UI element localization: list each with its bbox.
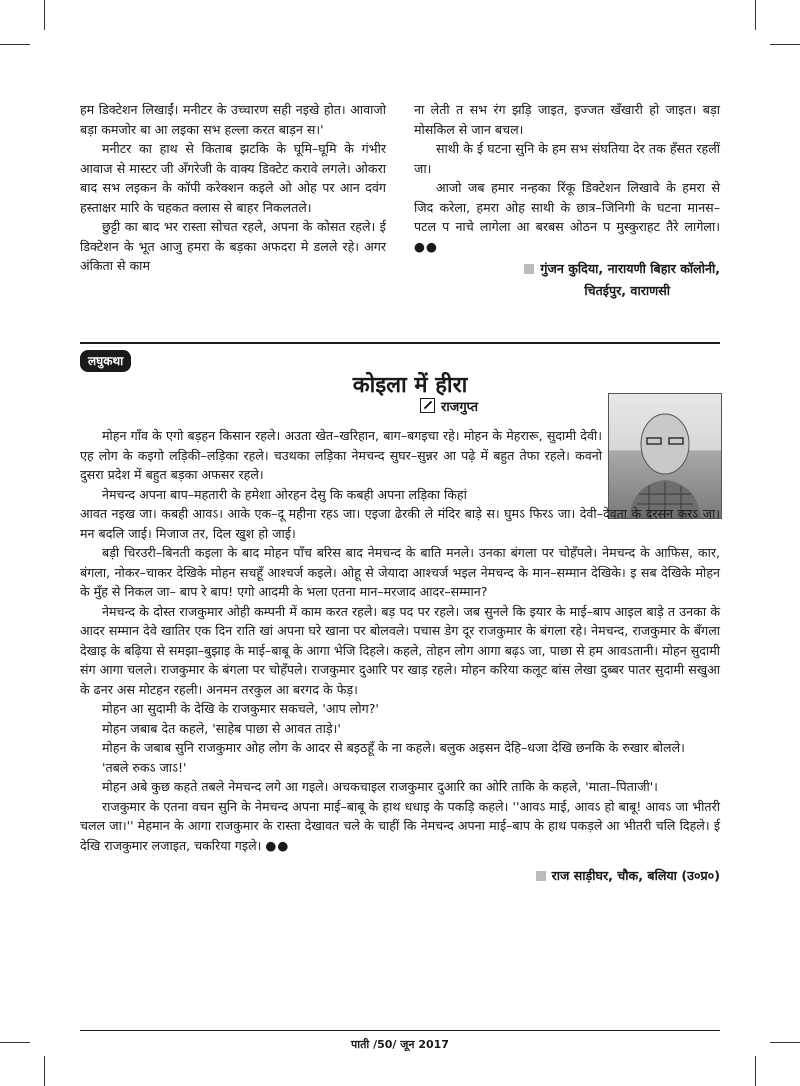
story-paragraph: आवत नइख जा। कबही आवऽ। आके एक–दू महीना रहऽ जा। एइजा ढेरकी ले मंदिर बाड़े स। घुमऽ फिरऽ जा। देवी–देवता के दरसन करऽ जा। मन बदलि जाई। मिजाज तर, दिल खुश हो जाई। xyxy=(80,506,720,541)
crop-mark xyxy=(770,44,800,45)
story-paragraph: मोहन जबाब देत कहले, 'साहेब पाछा से आवत ताड़े।' xyxy=(102,720,341,736)
story-paragraph: मोहन गाँव के एगो बड़हन किसान रहले। अउता खेत–खरिहान, बाग–बगइचा रहे। मोहन के मेहरारू, सुदामी देवी। एह लोग के कइगो लड़िकी–लड़िका रहले। चउथका लड़िका नेमचन्द सुघर–सुन्नर आ पढ़े में बहुत तेफा रहले। कवनो दुसरा प्रदेश में बहुत बड़का अफसर रहले। xyxy=(80,428,602,482)
byline xyxy=(414,258,720,302)
end-mark: ●● xyxy=(265,837,290,853)
paragraph xyxy=(414,178,720,256)
footer-rule xyxy=(80,1030,720,1031)
square-bullet-icon xyxy=(536,871,546,881)
story-paragraph: नेमचन्द अपना बाप–महतारी के हमेशा ओरहन देसु कि कबही अपना लड़िका किहां xyxy=(102,486,467,502)
paragraph-text: राजकुमार के एतना वचन सुनि के नेमचन्द अपना माई–बाबू के हाथ धधाइ के पकड़ि कहले। ''आवऽ माई, आवऽ हो बाबू! आवऽ जा भीतरी चलल जा।'' मेहमान के आगा राजकुमार के रास्ता देखावत चले के चाहीं कि नेमचन्द अपना माई–बाप के हाथ पकड़ले आ भीतरी चलि दिहले। ई देखि राजकुमार लजाइत, चकरिया गइले। xyxy=(80,798,720,853)
author xyxy=(420,398,478,418)
section-tag: लघुकथा xyxy=(80,350,131,372)
top-right-column xyxy=(414,100,720,302)
paragraph: साथी के ई घटना सुनि के हम सभ संघतिया देर तक हँसत रहलीं जा। xyxy=(414,141,720,176)
byline-line: चितईपुर, वाराणसी xyxy=(584,283,670,298)
square-bullet-icon xyxy=(524,264,534,274)
story-paragraph xyxy=(80,797,720,856)
story-body xyxy=(80,426,720,887)
section-divider xyxy=(80,342,720,344)
story-paragraph: 'तबले रुकऽ जाऽ!' xyxy=(102,759,187,775)
pen-icon xyxy=(420,398,435,413)
story-paragraph: बड़ी चिरउरी–बिनती कइला के बाद मोहन पाँच बरिस बाद नेमचन्द के बाति मनले। उनका बंगला पर चोहँपले। नेमचन्द के आफिस, कार, बंगला, नोकर–चाकर देखिके मोहन सचहूँ आश्चर्ज कइले। ओहू से जेयादा आश्चर्ज भइल नेमचन्द के मान–सम्मान देखिके। इ सब देखिके मोहन के मुँह से निकल जा– बाप रे बाप! एगो आदमी के भला एतना मान–मरजाद आदर–सम्मान? xyxy=(80,545,720,599)
byline-text: गुंजन कुदिया, नारायणी बिहार कॉलोनी, xyxy=(540,261,720,276)
crop-mark xyxy=(755,1056,756,1086)
top-left-column xyxy=(80,100,386,276)
story-title: कोइला में हीरा xyxy=(352,373,468,398)
crop-mark xyxy=(0,44,30,45)
paragraph: हम डिक्टेशन लिखाईं। मनीटर के उच्चारण सही नइखे होत। आवाजो बड़ा कमजोर बा आ लइका सभ हल्ला करत बाड़न स।' xyxy=(80,102,386,137)
story-byline-text: राज साड़ीघर, चौक, बलिया (उ०प्र०) xyxy=(551,868,720,883)
story-paragraph: मोहन आ सुदामी के देखि के राजकुमार सकचले, 'आप लोग?' xyxy=(102,701,379,716)
paragraph: छुट्टी का बाद भर रास्ता सोचत रहले, अपना के कोसत रहले। ई डिक्टेशन के भूत आजु हमरा के बड़का अफदरा मे डलले रहे। अगर अंकिता से काम xyxy=(80,219,386,273)
paragraph-text: आजो जब हमार नन्हका रिंकू डिक्टेशन लिखावे के हमरा से जिद करेला, हमरा ओह साथी के छात्र–जिनिगी के घटना मानस–पटल प नाचे लागेला आ बरबस ओठन प मुस्कुराहट तैरे लागेला। xyxy=(414,180,720,234)
byline-line xyxy=(414,258,720,280)
story-paragraph: मोहन अबे कुछ कहते तबले नेमचन्द लगे आ गइले। अचकचाइल राजकुमार दुआरि का ओरि ताकि के कहले, 'माता–पिताजी'। xyxy=(102,779,658,794)
end-mark: ●● xyxy=(414,238,438,254)
story-paragraph: मोहन के जबाब सुनि राजकुमार ओह लोग के आदर से बइठहूँ के ना कहले। बलुक अइसन देहि–धजा देखि छनकि के रुखार बोलले। xyxy=(102,740,685,755)
page-footer: पाती /50/ जून 2017 xyxy=(351,1038,449,1051)
story-paragraph: नेमचन्द के दोस्त राजकुमार ओही कम्पनी में काम करत रहले। बड़ पद पर रहले। जब सुनले कि इयार के माई–बाप आइल बाड़े त उनका के आदर सम्मान देवे खातिर एक दिन राति खां अपना घरे खाना पर बोलवले। पचास डेग दूर राजकुमार के बंगला रहे। नेमचन्द, राजकुमार के बँगला देखाइ के बढ़िया से समझा–बुझाइ के माई–बाबू के आगा भेजि दिहले। कहले, तोहन लोग आगा बढ़ऽ जा, पाछा से हम आवऽतानी। मोहन सुदामी संग आगा चलले। राजकुमार के बंगला पर चोहँपले। राजकुमार दुआरि पर खाड़ रहले। मोहन करिया कलूट बांस लेखा दुब्बर पातर सुदामी सखुआ के ढनर अस मोटहन रहली। अनमन तरकुल आ बरगद के फेड़। xyxy=(80,603,720,697)
crop-mark xyxy=(755,0,756,30)
story-byline xyxy=(80,865,720,887)
crop-mark xyxy=(44,0,45,30)
paragraph: ना लेती त सभ रंग झड़ि जाइत, इज्जत खँखारी हो जाइत। बड़ा मोसकिल से जान बचल। xyxy=(414,102,720,137)
author-name: राजगुप्त xyxy=(441,400,479,415)
paragraph: मनीटर का हाथ से किताब झटकि के घूमि–घूमि के गंभीर आवाज से मास्टर जी अँगरेजी के वाक्य डिक्टेट करावे लगले। ओकरा बाद सभ लइकन के कॉपी करेक्शन कइले ओ ओह पर आन दवंग हस्ताक्षर मारि के चहकत क्लास से बाहर निकलतले। xyxy=(80,141,386,215)
crop-mark xyxy=(44,1056,45,1086)
